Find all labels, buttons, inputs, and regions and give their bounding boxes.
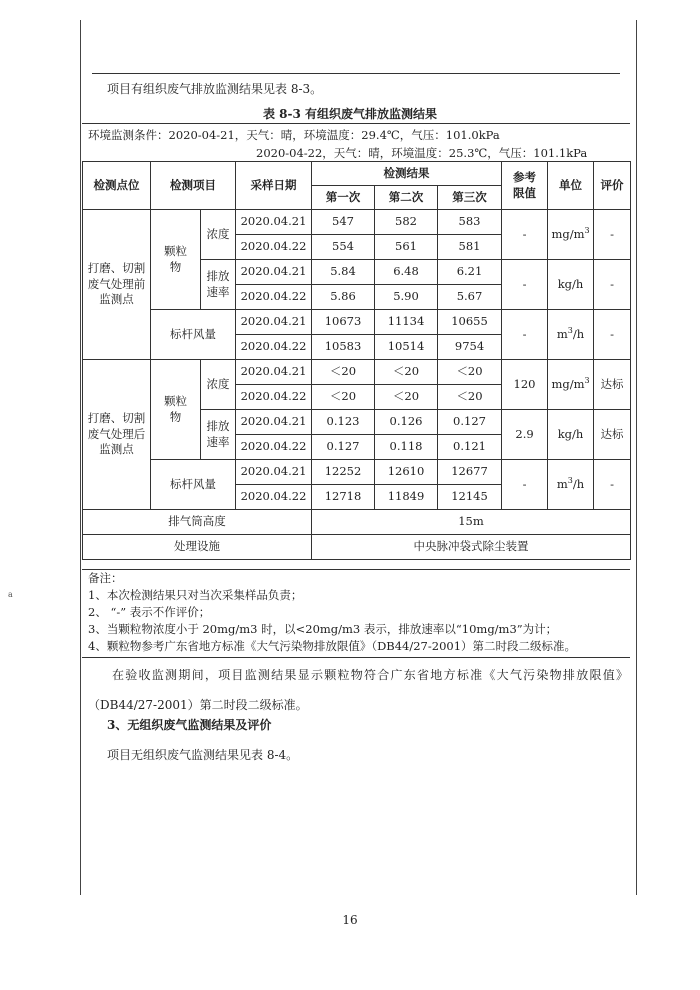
note-line: 2、 “-” 表示不作评价； [88, 605, 211, 619]
value-cell: 5.86 [312, 285, 375, 310]
eval-cell: 达标 [594, 410, 631, 460]
table-row [83, 460, 631, 485]
header-point: 检测点位 [83, 162, 151, 210]
flow-before: 标杆风量 [151, 310, 236, 360]
value-cell: ＜20 [438, 360, 502, 385]
value-cell: 581 [438, 235, 502, 260]
value-cell: 5.90 [375, 285, 438, 310]
table-row [83, 360, 631, 385]
value-cell: ＜20 [312, 360, 375, 385]
environment-conditions [82, 123, 630, 162]
value-cell: 11134 [375, 310, 438, 335]
date-cell: 2020.04.22 [236, 235, 312, 260]
value-cell: ＜20 [438, 385, 502, 410]
header-first: 第一次 [312, 186, 375, 210]
limit-cell: - [502, 310, 548, 360]
intro-text: 项目有组织废气排放监测结果见表 8-3。 [107, 82, 323, 96]
pm-before: 颗粒物 [151, 210, 201, 310]
header-limit: 参考限值 [502, 162, 548, 210]
date-cell: 2020.04.21 [236, 260, 312, 285]
facility-value: 中央脉冲袋式除尘装置 [312, 535, 631, 560]
facility-label: 处理设施 [83, 535, 312, 560]
stack-height-label: 排气筒高度 [83, 510, 312, 535]
value-cell: 0.127 [438, 410, 502, 435]
condition-line-1: 环境监测条件：2020-04-21，天气：晴，环境温度：29.4℃，气压：101.0kPa [88, 128, 500, 142]
header-rule [92, 73, 620, 74]
value-cell: ＜20 [375, 360, 438, 385]
value-cell: 11849 [375, 485, 438, 510]
rate-after: 排放速率 [201, 410, 236, 460]
conc-after: 浓度 [201, 360, 236, 410]
header-eval: 评价 [594, 162, 631, 210]
conc-before: 浓度 [201, 210, 236, 260]
stack-height-value: 15m [312, 510, 631, 535]
note-line: 3、当颗粒物浓度小于 20mg/m3 时，以<20mg/m3 表示，排放速率以“10mg/m3”为计； [88, 622, 558, 636]
value-cell: 5.84 [312, 260, 375, 285]
value-cell: 6.48 [375, 260, 438, 285]
header-third: 第三次 [438, 186, 502, 210]
limit-cell: 120 [502, 360, 548, 410]
point-before: 打磨、切割废气处理前监测点 [83, 210, 151, 360]
conclusion-paragraph: 在验收监测期间，项目监测结果显示颗粒物符合广东省地方标准《大气污染物排放限值》（DB44/27-2001）第二时段二级标准。 [88, 668, 628, 712]
note-line: 1、本次检测结果只对当次采集样品负责； [88, 588, 303, 602]
unit-cell: $mg/m^3$ [548, 210, 594, 260]
limit-cell: 2.9 [502, 410, 548, 460]
header-second: 第二次 [375, 186, 438, 210]
value-cell: 5.67 [438, 285, 502, 310]
eval-cell: - [594, 310, 631, 360]
table-row [83, 310, 631, 335]
date-cell: 2020.04.21 [236, 460, 312, 485]
limit-cell: - [502, 210, 548, 260]
unit-cell: kg/h [548, 410, 594, 460]
section-title: 3、无组织废气监测结果及评价 [107, 718, 272, 732]
emission-table [82, 161, 631, 560]
margin-mark: a [8, 590, 13, 599]
value-cell: 0.118 [375, 435, 438, 460]
date-cell: 2020.04.22 [236, 285, 312, 310]
rate-before: 排放速率 [201, 260, 236, 310]
value-cell: 583 [438, 210, 502, 235]
value-cell: ＜20 [375, 385, 438, 410]
value-cell: 10655 [438, 310, 502, 335]
value-cell: 12252 [312, 460, 375, 485]
value-cell: 12718 [312, 485, 375, 510]
value-cell: 12677 [438, 460, 502, 485]
value-cell: 0.127 [312, 435, 375, 460]
date-cell: 2020.04.22 [236, 335, 312, 360]
value-cell: 6.21 [438, 260, 502, 285]
unit-cell: $mg/m^3$ [548, 360, 594, 410]
table-row [83, 210, 631, 235]
value-cell: 0.121 [438, 435, 502, 460]
condition-line-2: 2020-04-22，天气：晴，环境温度：25.3℃，气压：101.1kPa [256, 146, 588, 160]
section-text: 项目无组织废气监测结果见表 8-4。 [107, 748, 299, 762]
eval-cell: - [594, 460, 631, 510]
value-cell: 561 [375, 235, 438, 260]
pm-after: 颗粒物 [151, 360, 201, 460]
value-cell: 582 [375, 210, 438, 235]
value-cell: 0.123 [312, 410, 375, 435]
header-unit: 单位 [548, 162, 594, 210]
value-cell: 12145 [438, 485, 502, 510]
date-cell: 2020.04.21 [236, 210, 312, 235]
value-cell: 10514 [375, 335, 438, 360]
limit-cell: - [502, 260, 548, 310]
value-cell: 547 [312, 210, 375, 235]
table-title: 表 8-3 有组织废气排放监测结果 [262, 107, 438, 121]
value-cell: 10583 [312, 335, 375, 360]
date-cell: 2020.04.22 [236, 485, 312, 510]
limit-cell: - [502, 460, 548, 510]
date-cell: 2020.04.22 [236, 435, 312, 460]
value-cell: 10673 [312, 310, 375, 335]
eval-cell: - [594, 210, 631, 260]
header-item: 检测项目 [151, 162, 236, 210]
value-cell: 9754 [438, 335, 502, 360]
note-line: 4、颗粒物参考广东省地方标准《大气污染物排放限值》（DB44/27-2001）第二时段二级标准。 [88, 639, 577, 653]
table-notes [82, 569, 630, 658]
unit-cell: $m^3/h$ [548, 310, 594, 360]
point-after: 打磨、切割废气处理后监测点 [83, 360, 151, 510]
header-results: 检测结果 [312, 162, 502, 186]
date-cell: 2020.04.21 [236, 310, 312, 335]
unit-cell: $m^3/h$ [548, 460, 594, 510]
header-date: 采样日期 [236, 162, 312, 210]
date-cell: 2020.04.21 [236, 360, 312, 385]
value-cell: ＜20 [312, 385, 375, 410]
value-cell: 0.126 [375, 410, 438, 435]
note-line: 备注： [88, 571, 123, 585]
unit-cell: kg/h [548, 260, 594, 310]
eval-cell: - [594, 260, 631, 310]
page-number: 16 [342, 913, 358, 927]
date-cell: 2020.04.21 [236, 410, 312, 435]
value-cell: 12610 [375, 460, 438, 485]
value-cell: 554 [312, 235, 375, 260]
flow-after: 标杆风量 [151, 460, 236, 510]
eval-cell: 达标 [594, 360, 631, 410]
date-cell: 2020.04.22 [236, 385, 312, 410]
